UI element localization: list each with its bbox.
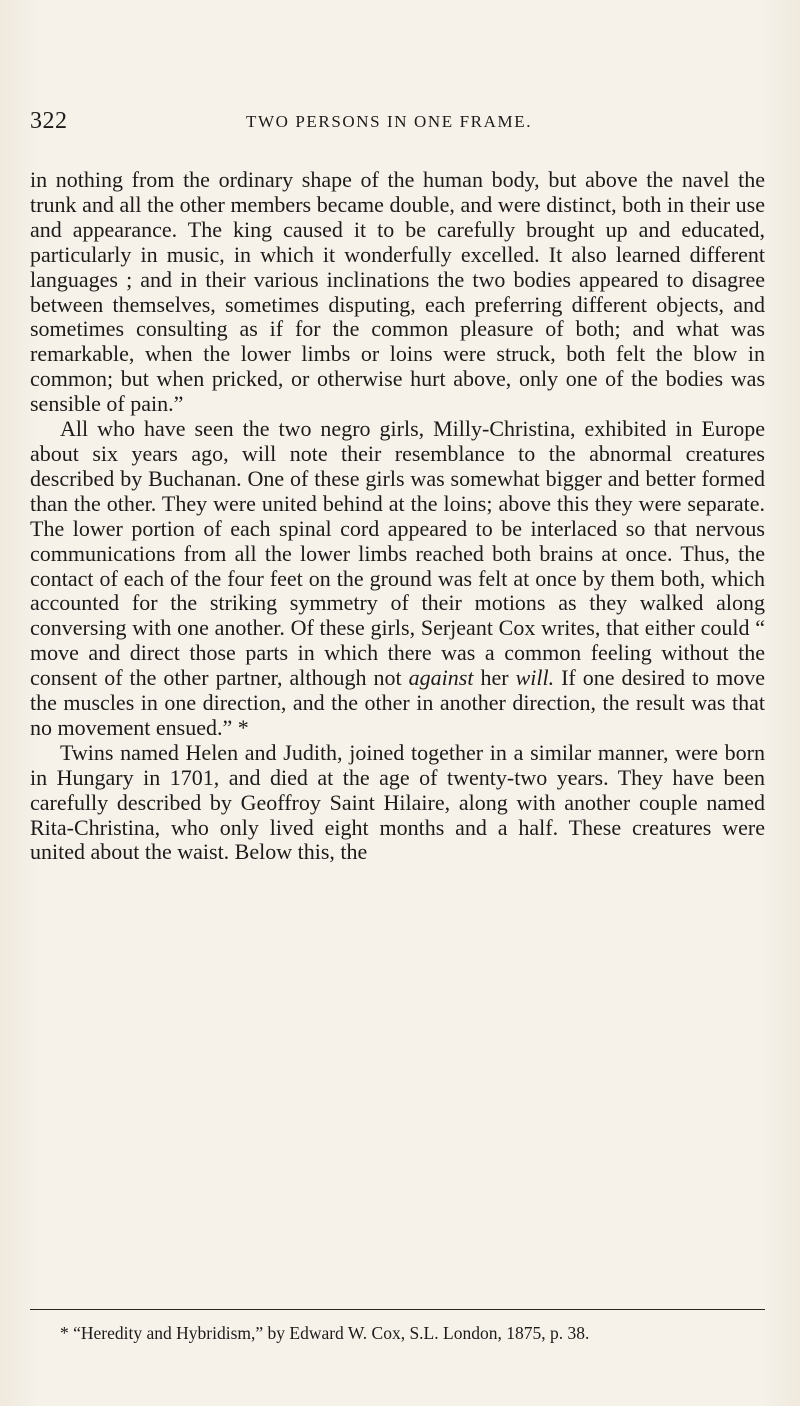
running-title: TWO PERSONS IN ONE FRAME. <box>246 112 533 131</box>
footnote-divider <box>30 1309 765 1310</box>
paragraph-2-text-c: If one desired to move the muscles in one direction, and the other in another direction, the result was that no movement ensued.” * <box>30 665 766 740</box>
paragraph-3: Twins named Helen and Judith, joined together in a similar manner, were born in Hungary in 1701, and died at the age of twenty-two years. They have been carefully described by Geoffroy Saint Hilaire, along with another couple named Rita-Christina, who only lived eight months and a half. These creatures were united about the waist. Below this, the <box>30 739 765 865</box>
body-text <box>30 168 765 865</box>
paragraph-2-text-a: All who have seen the two negro girls, Milly-Christina, exhibited in Europe about six years ago, will note their resemblance to the abnormal creatures described by Buchanan. One of these girls was somewhat bigger and better formed than the other. They were united behind at the loins; above this they were separate. The lower portion of each spinal cord appeared to be interlaced so that nervous communications from all the lower limbs reached both brains at once. Thus, the contact of each of the four feet on the ground was felt at once by them both, which accounted for the striking symmetry of their motions as they walked along conversing with one another. Of these girls, Serjeant Cox writes, that either could “ move and direct those parts in which there was a common feeling without the consent of the other partner, although not <box>30 416 765 691</box>
page-number: 322 <box>30 108 68 134</box>
paragraph-2-text-b: her <box>480 665 509 691</box>
emphasis-will: will. <box>515 665 555 691</box>
paragraph-1: in nothing from the ordinary shape of the human body, but above the navel the trunk and all the other members became double, and were distinct, both in their use and appearance. The king caused it to be carefully brought up and educated, particularly in music, in which it wonderfully excelled. It also learned different languages ; and in their various inclinations the two bodies appeared to disagree between themselves, sometimes disputing, each preferring different objects, and sometimes consulting as if for the common pleasure of both; and what was remarkable, when the lower limbs or loins were struck, both felt the blow in common; but when pricked, or otherwise hurt above, only one of the bodies was sensible of pain.” <box>30 167 765 417</box>
footnote: * “Heredity and Hybridism,” by Edward W. Cox, S.L. London, 1875, p. 38. <box>60 1323 590 1343</box>
emphasis-against: against <box>408 665 474 691</box>
paragraph-2 <box>30 417 765 741</box>
running-head <box>0 108 800 136</box>
